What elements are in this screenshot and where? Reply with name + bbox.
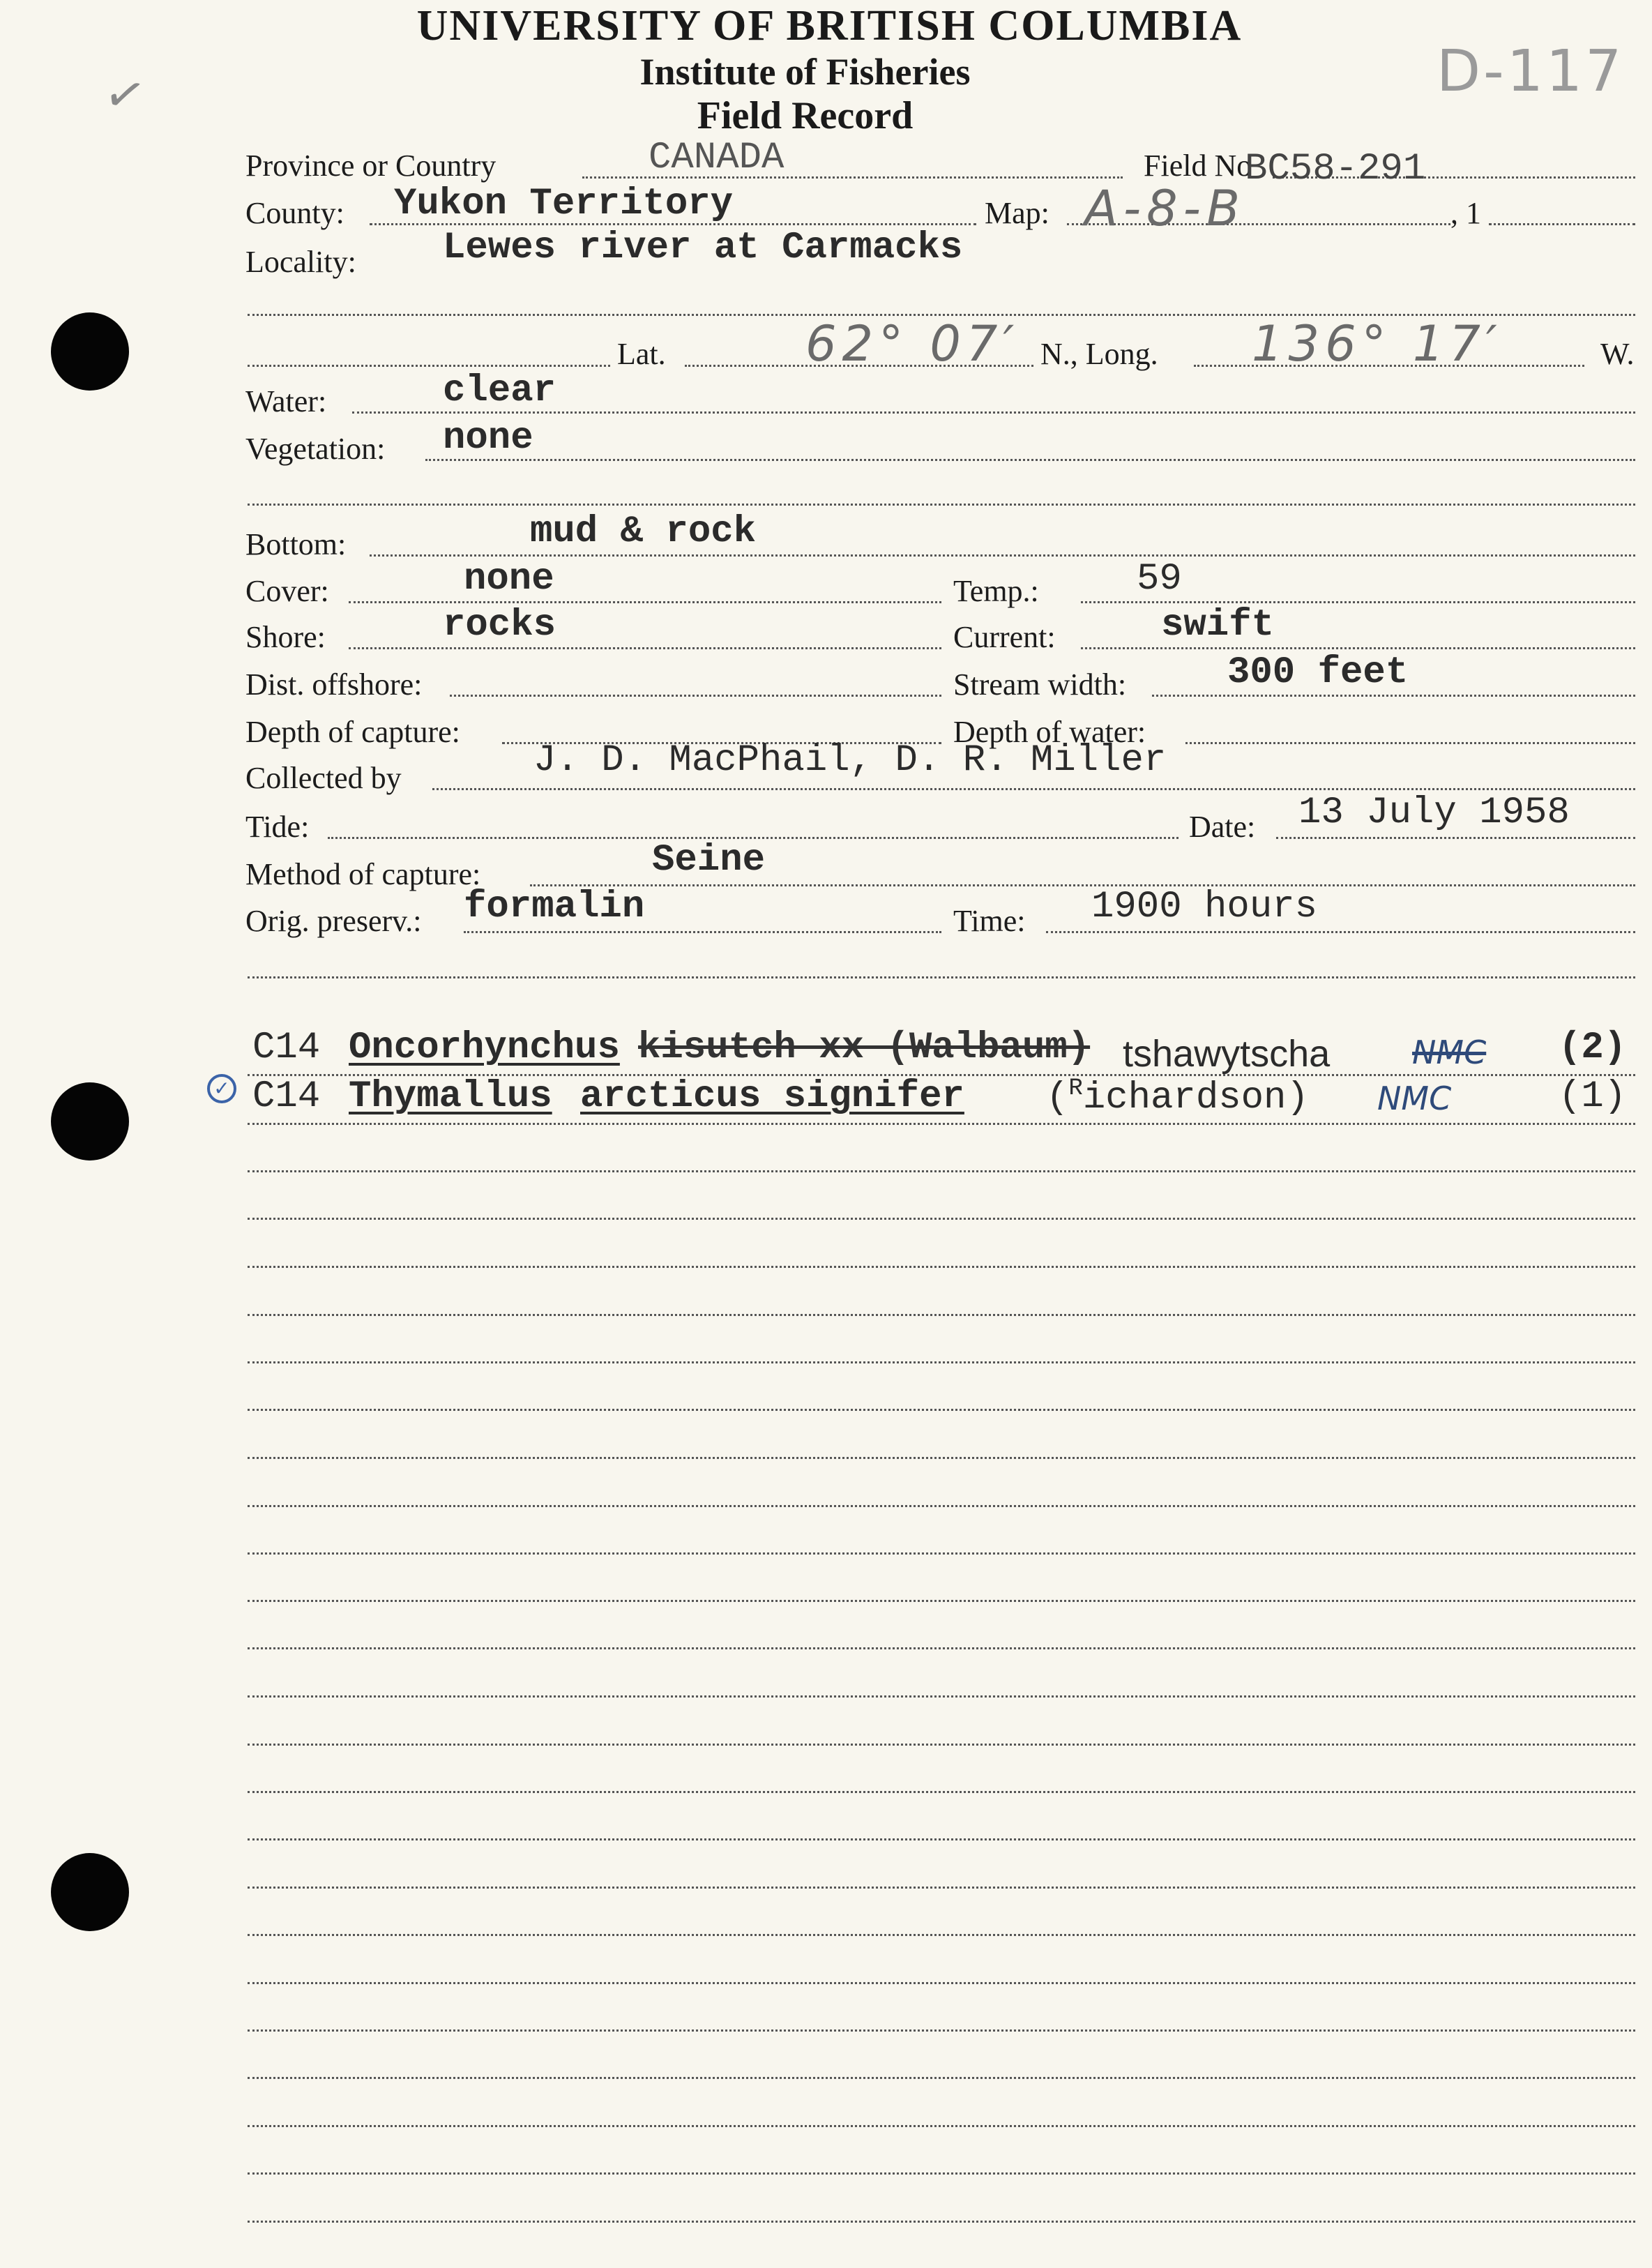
specimen-author [1046, 1075, 1309, 1119]
ruled-line [248, 1409, 1635, 1411]
ruled-line [248, 1982, 1635, 1984]
temp-line [1081, 601, 1635, 603]
map-suffix: , 1 [1450, 196, 1481, 230]
method-value: Seine [652, 839, 766, 882]
vegetation-value: none [443, 417, 533, 460]
lat-label: Lat. [617, 337, 666, 371]
punch-hole [51, 1082, 129, 1161]
ruled-line [248, 1887, 1635, 1889]
catalog-number: D-117 [1437, 38, 1625, 105]
cover-label: Cover: [245, 574, 329, 608]
method-line [530, 884, 1635, 886]
university-title: UNIVERSITY OF BRITISH COLUMBIA [416, 2, 1243, 50]
map-value: A-8-B [1084, 180, 1245, 237]
ruled-line [248, 1170, 1635, 1172]
long-label: N., Long. [1040, 337, 1158, 371]
specimen-species: tshawytscha [1123, 1033, 1331, 1075]
shore-value: rocks [443, 604, 556, 647]
specimen-species: arcticus signifer [580, 1075, 964, 1118]
record-title: Field Record [697, 94, 914, 137]
province-value: CANADA [649, 137, 785, 179]
stream-width-label: Stream width: [953, 667, 1127, 702]
orig-preserv-value: formalin [464, 886, 645, 928]
vegetation-line [425, 459, 1635, 461]
punch-hole [51, 312, 129, 391]
water-value: clear [443, 370, 556, 412]
author-open: ( [1046, 1077, 1069, 1119]
tide-label: Tide: [245, 810, 310, 844]
depth-water-label: Depth of water: [953, 715, 1146, 749]
ruled-line [248, 1934, 1635, 1936]
stream-width-value: 300 feet [1227, 651, 1409, 694]
west-label: W. [1600, 337, 1635, 371]
collected-by-label: Collected by [245, 761, 402, 795]
ruled-line [248, 1123, 1635, 1125]
ruled-line [248, 2172, 1635, 2175]
current-label: Current: [953, 620, 1056, 654]
orig-preserv-label: Orig. preserv.: [245, 904, 422, 938]
lat-lead-line [248, 365, 610, 367]
temp-label: Temp.: [953, 574, 1039, 608]
lat-value: 62° 07′ [805, 315, 1020, 372]
current-line [1081, 647, 1635, 649]
dist-offshore-line [450, 695, 941, 697]
specimen-code: C14 [252, 1075, 321, 1118]
vegetation-line-2 [248, 504, 1635, 506]
cover-line [349, 601, 941, 603]
dist-offshore-label: Dist. offshore: [245, 667, 423, 702]
county-label: County: [245, 196, 344, 230]
author-rest: ichardson) [1082, 1077, 1309, 1119]
ruled-line [248, 1838, 1635, 1840]
specimen-code: C14 [252, 1027, 321, 1069]
ruled-line [248, 2125, 1635, 2127]
time-value: 1900 hours [1091, 886, 1318, 928]
check-mark-icon: ✓ [99, 62, 151, 128]
bottom-line [370, 554, 1635, 557]
author-initial: R [1068, 1075, 1083, 1102]
date-label: Date: [1189, 810, 1256, 844]
ruled-line [248, 1218, 1635, 1220]
stream-width-line [1152, 695, 1635, 697]
ruled-line [248, 1314, 1635, 1316]
ruled-line [248, 2029, 1635, 2032]
shore-line [349, 647, 941, 649]
locality-label: Locality: [245, 245, 356, 279]
water-label: Water: [245, 384, 327, 418]
collected-by-line [432, 788, 1635, 790]
field-no-value: BC58-291 [1245, 148, 1426, 190]
county-value: Yukon Territory [394, 183, 734, 225]
ruled-line [248, 1791, 1635, 1793]
bottom-label: Bottom: [245, 527, 347, 561]
institute-title: Institute of Fisheries [639, 51, 971, 93]
map-label: Map: [985, 196, 1049, 230]
cover-value: none [464, 558, 554, 600]
collected-by-value: J. D. MacPhail, D. R. Miller [533, 739, 1167, 782]
punch-hole [51, 1853, 129, 1931]
depth-water-line [1185, 742, 1635, 744]
province-label: Province or Country [245, 149, 497, 183]
ruled-line [248, 1600, 1635, 1602]
specimen-count: (1) [1559, 1075, 1627, 1118]
time-label: Time: [953, 904, 1026, 938]
time-line [1046, 931, 1635, 933]
ruled-line [248, 1552, 1635, 1555]
specimen-initials: NMC [1412, 1034, 1487, 1071]
ruled-line [248, 1361, 1635, 1363]
ruled-line [248, 1695, 1635, 1698]
ruled-line [248, 1647, 1635, 1649]
date-line [1276, 837, 1635, 839]
verified-check-icon: ✓ [207, 1074, 236, 1103]
long-value: 136° 17′ [1252, 315, 1503, 372]
map-suffix-line [1489, 223, 1635, 225]
specimen-count: (2) [1559, 1027, 1627, 1069]
temp-value: 59 [1137, 558, 1182, 600]
orig-preserv-line [464, 931, 941, 933]
ruled-line [248, 2077, 1635, 2079]
ruled-line [248, 1457, 1635, 1459]
specimen-initials: NMC [1377, 1080, 1452, 1117]
ruled-line [248, 2221, 1635, 2223]
method-label: Method of capture: [245, 857, 481, 891]
specimen-struck-species: kisutch xx (Walbaum) [638, 1027, 1091, 1069]
ruled-line [248, 976, 1635, 978]
date-value: 13 July 1958 [1298, 792, 1570, 834]
shore-label: Shore: [245, 620, 326, 654]
field-no-label: Field No [1144, 149, 1252, 183]
bottom-value: mud & rock [530, 511, 757, 553]
vegetation-label: Vegetation: [245, 432, 386, 466]
ruled-line [248, 1744, 1635, 1746]
depth-capture-label: Depth of capture: [245, 715, 460, 749]
ruled-line [248, 1266, 1635, 1268]
specimen-genus: Oncorhynchus [349, 1027, 620, 1069]
locality-value: Lewes river at Carmacks [443, 227, 963, 269]
specimen-genus: Thymallus [349, 1075, 552, 1118]
ruled-line [248, 1505, 1635, 1507]
current-value: swift [1161, 604, 1275, 647]
